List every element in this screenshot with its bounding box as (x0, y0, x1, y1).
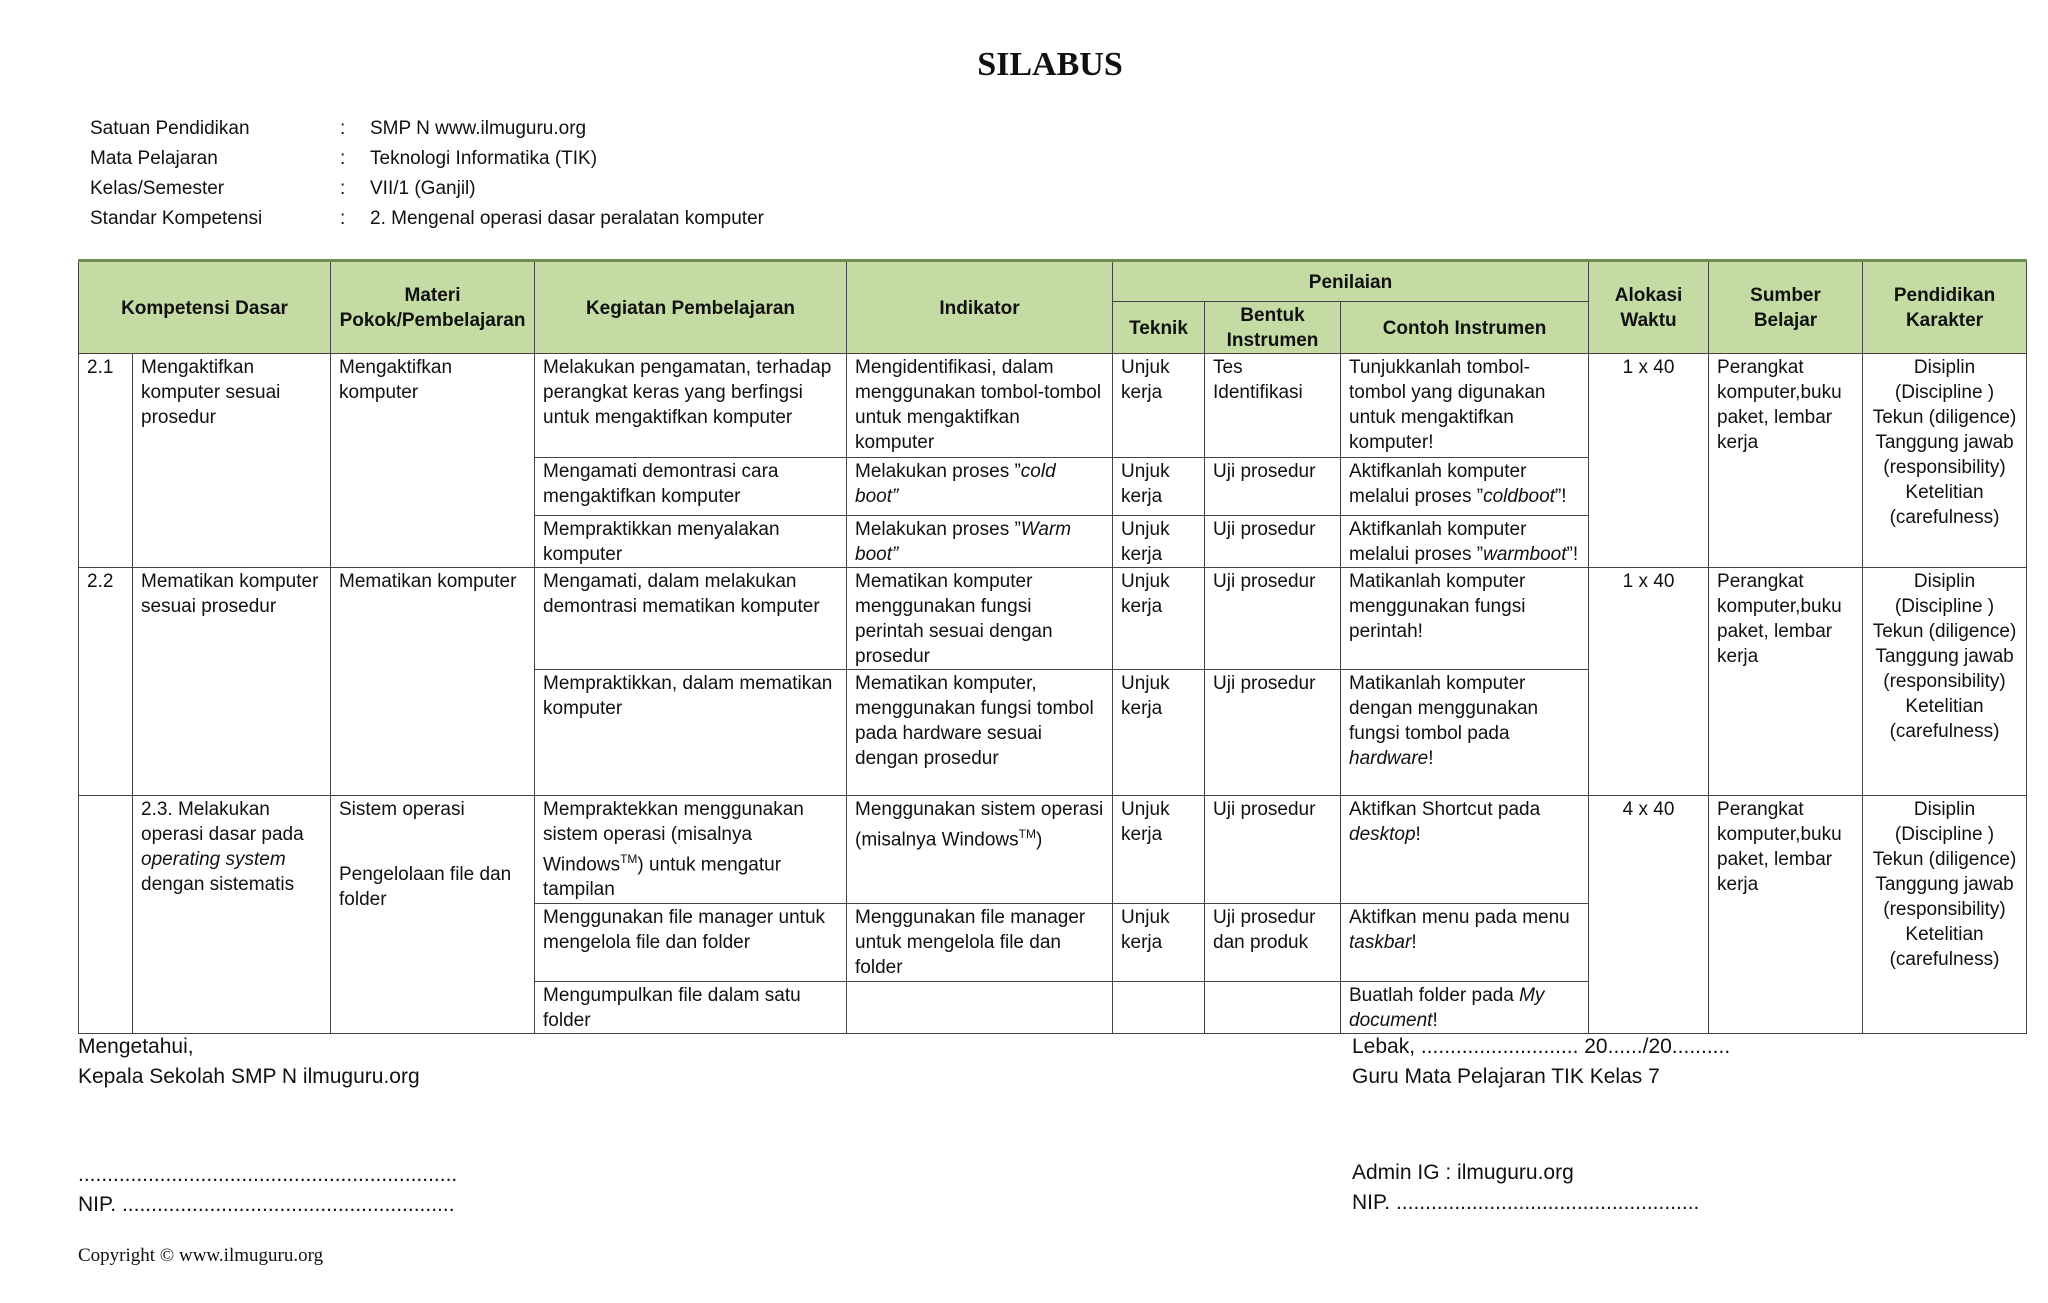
identity-block (90, 114, 764, 234)
contoh-text-end: ”! (1554, 486, 1567, 507)
indikator-cell: Menggunakan file manager untuk mengelola file dan folder (847, 904, 1113, 982)
sign-teacher-title: Guru Mata Pelajaran TIK Kelas 7 (1352, 1065, 1660, 1088)
sumber-cell: Perangkat komputer,buku paket, lembar kerja (1709, 796, 1863, 1034)
meta-label: Satuan Pendidikan (90, 118, 250, 139)
contoh-cell (1341, 904, 1589, 982)
header-alokasi: Alokasi Waktu (1589, 261, 1709, 354)
contoh-cell (1341, 982, 1589, 1034)
signature-right (1352, 1032, 1730, 1092)
meta-value: VII/1 (Ganjil) (370, 178, 476, 199)
teknik-cell: Unjuk kerja (1113, 516, 1205, 568)
table-row (79, 568, 2027, 670)
contoh-text-end: ! (1432, 1010, 1438, 1031)
bentuk-cell: Uji prosedur dan produk (1205, 904, 1341, 982)
meta-colon: : (340, 178, 346, 199)
table-row (79, 796, 2027, 904)
header-sumber: Sumber Belajar (1709, 261, 1863, 354)
materi-cell: Mengaktifkan komputer (331, 354, 535, 568)
header-contoh: Contoh Instrumen (1341, 302, 1589, 354)
contoh-text: Aktifkanlah komputer melalui proses ” (1349, 461, 1527, 507)
sign-admin-name: Admin IG : ilmuguru.org (1352, 1161, 1574, 1184)
kegiatan-cell: Mempraktikkan menyalakan komputer (535, 516, 847, 568)
contoh-cell: Tunjukkanlah tombol-tombol yang digunakan untuk mengaktifkan komputer! (1341, 354, 1589, 458)
indikator-cell: Mengidentifikasi, dalam menggunakan tombol-tombol untuk mengaktifkan komputer (847, 354, 1113, 458)
kd-number (79, 796, 133, 1034)
sign-principal-title: Kepala Sekolah SMP N ilmuguru.org (78, 1065, 420, 1088)
meta-row (90, 174, 764, 204)
kd-number: 2.1 (79, 354, 133, 568)
kegiatan-cell (535, 796, 847, 904)
table-header-row (79, 261, 2027, 302)
contoh-text: Matikanlah komputer dengan menggunakan fungsi tombol pada (1349, 673, 1539, 744)
alokasi-cell: 4 x 40 (1589, 796, 1709, 1034)
header-indikator: Indikator (847, 261, 1113, 354)
kd-text: Mematikan komputer sesuai prosedur (133, 568, 331, 796)
materi-cell (331, 796, 535, 1034)
header-materi: Materi Pokok/Pembelajaran (331, 261, 535, 354)
teknik-cell: Unjuk kerja (1113, 354, 1205, 458)
indikator-cell: Mematikan komputer menggunakan fungsi perintah sesuai dengan prosedur (847, 568, 1113, 670)
indikator-italic: cold boot” (855, 461, 1056, 507)
contoh-text-end: ! (1428, 748, 1434, 769)
bentuk-cell: Tes Identifikasi (1205, 354, 1341, 458)
signature-left (78, 1032, 420, 1092)
materi-item: Sistem operasi (339, 799, 465, 820)
karakter-cell: Disiplin (Discipline ) Tekun (diligence) Tanggung jawab (responsibility) Ketelitian (carefulness) (1863, 796, 2027, 1034)
materi-item: Pengelolaan file dan folder (339, 864, 512, 910)
indikator-italic: Warm boot” (855, 519, 1072, 565)
meta-colon: : (340, 118, 346, 139)
kegiatan-cell: Melakukan pengamatan, terhadap perangkat keras yang berfingsi untuk mengaktifkan komputer (535, 354, 847, 458)
indikator-text: Melakukan proses ” (855, 519, 1021, 540)
meta-row (90, 204, 764, 234)
teknik-cell: Unjuk kerja (1113, 568, 1205, 670)
kd-text (133, 796, 331, 1034)
contoh-cell: Matikanlah komputer menggunakan fungsi perintah! (1341, 568, 1589, 670)
indikator-cell (847, 516, 1113, 568)
meta-row (90, 144, 764, 174)
indikator-text-end: ) (1035, 829, 1043, 851)
contoh-italic: hardware (1349, 748, 1429, 769)
kegiatan-text-end: ) untuk mengatur tampilan (543, 854, 782, 901)
contoh-cell (1341, 458, 1589, 516)
contoh-italic: desktop (1349, 824, 1416, 845)
signature-left-lines (78, 1160, 457, 1220)
copyright-text: Copyright © www.ilmuguru.org (78, 1245, 324, 1266)
karakter-cell: Disiplin (Discipline ) Tekun (diligence) Tanggung jawab (responsibility) Ketelitian (carefulness) (1863, 568, 2027, 796)
kegiatan-cell: Mengamati demontrasi cara mengaktifkan komputer (535, 458, 847, 516)
sign-name-line: ................................................................. (78, 1163, 458, 1186)
contoh-italic: warmboot (1483, 544, 1567, 565)
meta-value: SMP N www.ilmuguru.org (370, 118, 587, 139)
teknik-cell: Unjuk kerja (1113, 670, 1205, 796)
kegiatan-cell: Mengamati, dalam melakukan demontrasi mematikan komputer (535, 568, 847, 670)
contoh-text: Aktifkan Shortcut pada (1349, 799, 1541, 820)
header-teknik: Teknik (1113, 302, 1205, 354)
kd-text-start: 2.3. Melakukan operasi dasar pada (141, 799, 304, 845)
teknik-cell: Unjuk kerja (1113, 458, 1205, 516)
alokasi-cell: 1 x 40 (1589, 568, 1709, 796)
header-penilaian: Penilaian (1113, 261, 1589, 302)
contoh-text: Aktifkanlah komputer melalui proses ” (1349, 519, 1527, 565)
meta-label: Standar Kompetensi (90, 208, 263, 229)
meta-label: Mata Pelajaran (90, 148, 218, 169)
teknik-cell: Unjuk kerja (1113, 904, 1205, 982)
kegiatan-cell: Mengumpulkan file dalam satu folder (535, 982, 847, 1034)
karakter-cell: Disiplin (Discipline ) Tekun (diligence) Tanggung jawab (responsibility) Ketelitian (carefulness) (1863, 354, 2027, 568)
kegiatan-cell: Menggunakan file manager untuk mengelola file dan folder (535, 904, 847, 982)
contoh-cell (1341, 670, 1589, 796)
kd-text-end: dengan sistematis (141, 874, 295, 895)
trademark-sup: TM (620, 852, 638, 866)
alokasi-cell: 1 x 40 (1589, 354, 1709, 568)
indikator-cell: Mematikan komputer, menggunakan fungsi tombol pada hardware sesuai dengan prosedur (847, 670, 1113, 796)
bentuk-cell: Uji prosedur (1205, 516, 1341, 568)
meta-colon: : (340, 208, 346, 229)
teknik-cell: Unjuk kerja (1113, 796, 1205, 904)
meta-colon: : (340, 148, 346, 169)
sign-nip-line: NIP. ......................................................... (78, 1193, 455, 1216)
contoh-italic: taskbar (1349, 932, 1412, 953)
table-row (79, 354, 2027, 458)
contoh-text-end: ”! (1566, 544, 1579, 565)
bentuk-cell: Uji prosedur (1205, 796, 1341, 904)
kd-text-italic: operating system (141, 849, 286, 870)
header-karakter: Pendidikan Karakter (1863, 261, 2027, 354)
bentuk-cell: Uji prosedur (1205, 568, 1341, 670)
bentuk-cell (1205, 982, 1341, 1034)
contoh-cell (1341, 796, 1589, 904)
contoh-text-end: ! (1411, 932, 1417, 953)
bentuk-cell: Uji prosedur (1205, 670, 1341, 796)
sumber-cell: Perangkat komputer,buku paket, lembar kerja (1709, 354, 1863, 568)
header-kegiatan: Kegiatan Pembelajaran (535, 261, 847, 354)
meta-label: Kelas/Semester (90, 178, 225, 199)
contoh-text-end: ! (1415, 824, 1421, 845)
sign-place-date: Lebak, ........................... 20....../20.......... (1352, 1035, 1731, 1058)
header-kompetensi-dasar: Kompetensi Dasar (79, 261, 331, 354)
sumber-cell: Perangkat komputer,buku paket, lembar kerja (1709, 568, 1863, 796)
sign-admin-nip: NIP. .................................................... (1352, 1191, 1700, 1214)
trademark-sup: TM (1018, 827, 1036, 841)
meta-row (90, 114, 764, 144)
syllabus-table (78, 259, 2027, 1034)
teknik-cell (1113, 982, 1205, 1034)
bentuk-cell: Uji prosedur (1205, 458, 1341, 516)
contoh-text: Buatlah folder pada (1349, 985, 1520, 1006)
kegiatan-cell: Mempraktikkan, dalam mematikan komputer (535, 670, 847, 796)
header-bentuk: Bentuk Instrumen (1205, 302, 1341, 354)
meta-value: 2. Mengenal operasi dasar peralatan komputer (370, 208, 764, 229)
indikator-cell (847, 458, 1113, 516)
sign-greeting: Mengetahui, (78, 1035, 194, 1058)
kd-text: Mengaktifkan komputer sesuai prosedur (133, 354, 331, 568)
kegiatan-text: Mempraktekkan menggunakan sistem operasi (misalnya Windows (543, 799, 804, 876)
contoh-italic: My document (1349, 985, 1545, 1031)
indikator-cell (847, 982, 1113, 1034)
contoh-cell (1341, 516, 1589, 568)
materi-cell: Mematikan komputer (331, 568, 535, 796)
kd-number: 2.2 (79, 568, 133, 796)
indikator-text: Melakukan proses ” (855, 461, 1021, 482)
document-title: SILABUS (977, 46, 1123, 83)
indikator-cell (847, 796, 1113, 904)
contoh-text: Aktifkan menu pada menu (1349, 907, 1570, 928)
indikator-text: Menggunakan sistem operasi (misalnya Windows (855, 799, 1104, 851)
signature-right-lines (1352, 1158, 1699, 1218)
meta-value: Teknologi Informatika (TIK) (370, 148, 598, 169)
contoh-italic: coldboot (1483, 486, 1555, 507)
